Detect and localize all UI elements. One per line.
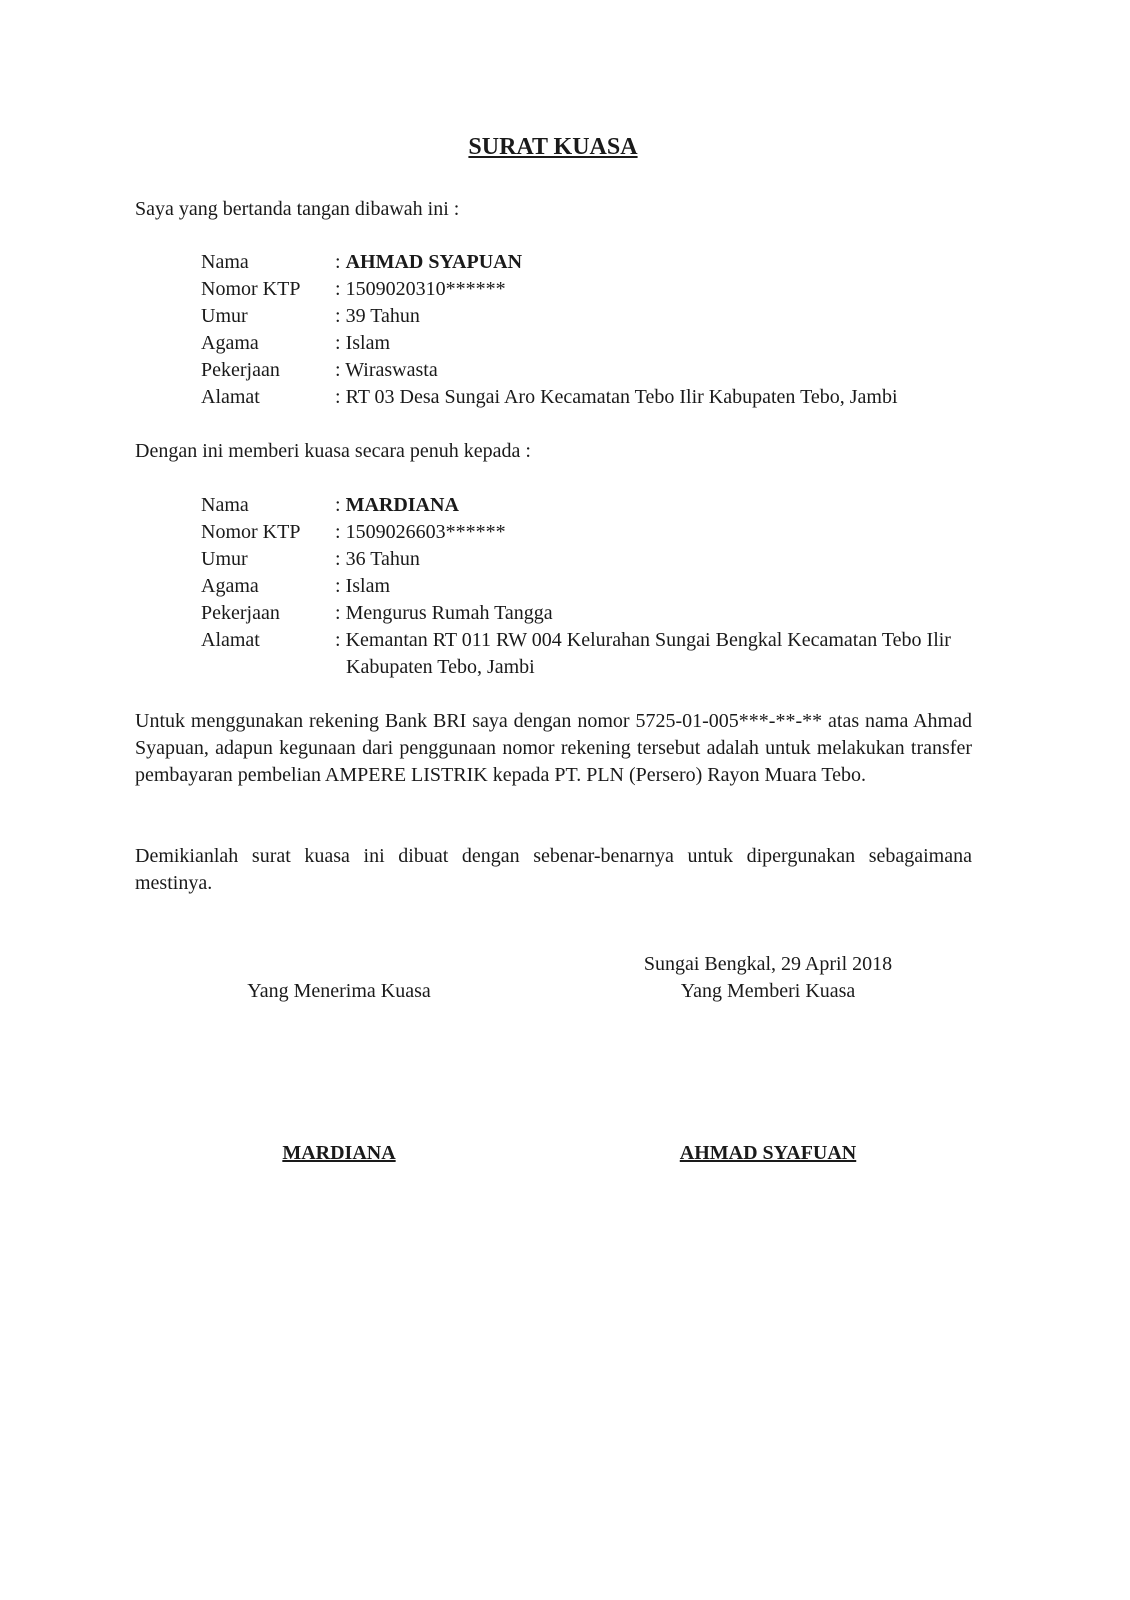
field-value-continuation: Kabupaten Tebo, Jambi (346, 656, 535, 678)
field-value: 36 Tahun (345, 548, 420, 570)
colon: : (335, 548, 341, 570)
place-date: Sungai Bengkal, 29 April 2018 (643, 953, 893, 975)
colon: : (335, 278, 341, 300)
transition-text: Dengan ini memberi kuasa secara penuh kepada : (135, 440, 531, 462)
colon: : (335, 521, 341, 543)
field-value: 1509020310****** (345, 278, 506, 300)
colon: : (335, 359, 341, 381)
field-value: 39 Tahun (345, 305, 420, 327)
field-value: Islam (345, 575, 390, 597)
colon: : (335, 602, 341, 624)
colon: : (335, 386, 341, 408)
receiver-signature-name (139, 1140, 539, 1167)
colon: : (335, 494, 341, 516)
field-label: Agama (201, 332, 259, 354)
field-label: Umur (201, 305, 248, 327)
field-value: 1509026603****** (345, 521, 506, 543)
colon: : (335, 629, 341, 651)
field-value: Islam (345, 332, 390, 354)
field-label: Pekerjaan (201, 602, 280, 624)
field-label: Nomor KTP (201, 521, 301, 543)
document-title: SURAT KUASA (468, 134, 638, 160)
colon: : (335, 332, 341, 354)
colon: : (335, 575, 341, 597)
field-value: Kemantan RT 011 RW 004 Kelurahan Sungai Bengkal Kecamatan Tebo Ilir (345, 629, 951, 651)
giver-signature-name (568, 1140, 968, 1167)
field-label: Nomor KTP (201, 278, 301, 300)
field-label: Agama (201, 575, 259, 597)
field-value: Mengurus Rumah Tangga (345, 602, 553, 624)
field-label: Nama (201, 251, 249, 273)
field-value: AHMAD SYAPUAN (345, 251, 523, 273)
receiver-label: Yang Menerima Kuasa (247, 980, 431, 1002)
field-label: Umur (201, 548, 248, 570)
field-label: Pekerjaan (201, 359, 280, 381)
colon: : (335, 251, 341, 273)
purpose-paragraph: Untuk menggunakan rekening Bank BRI saya dengan nomor 5725-01-005***-**-** atas nama Ahmad Syapuan, adapun kegunaan dari penggunaan nomor rekening tersebut adalah untuk melakukan transfer pembayaran pembelian AMPERE LISTRIK kepada PT. PLN (Persero) Rayon Muara Tebo. (135, 710, 972, 786)
giver-name: AHMAD SYAFUAN (679, 1142, 857, 1164)
field-label: Nama (201, 494, 249, 516)
field-value: MARDIANA (345, 494, 459, 516)
field-value: RT 03 Desa Sungai Aro Kecamatan Tebo Ilir Kabupaten Tebo, Jambi (345, 386, 898, 408)
field-value: Wiraswasta (345, 359, 438, 381)
field-label: Alamat (201, 629, 260, 651)
giver-label: Yang Memberi Kuasa (680, 980, 856, 1002)
closing-paragraph: Demikianlah surat kuasa ini dibuat dengan sebenar-benarnya untuk dipergunakan sebagaimana mestinya. (135, 845, 972, 894)
intro-text: Saya yang bertanda tangan dibawah ini : (135, 198, 460, 220)
colon: : (335, 305, 341, 327)
field-label: Alamat (201, 386, 260, 408)
receiver-name: MARDIANA (282, 1142, 396, 1164)
